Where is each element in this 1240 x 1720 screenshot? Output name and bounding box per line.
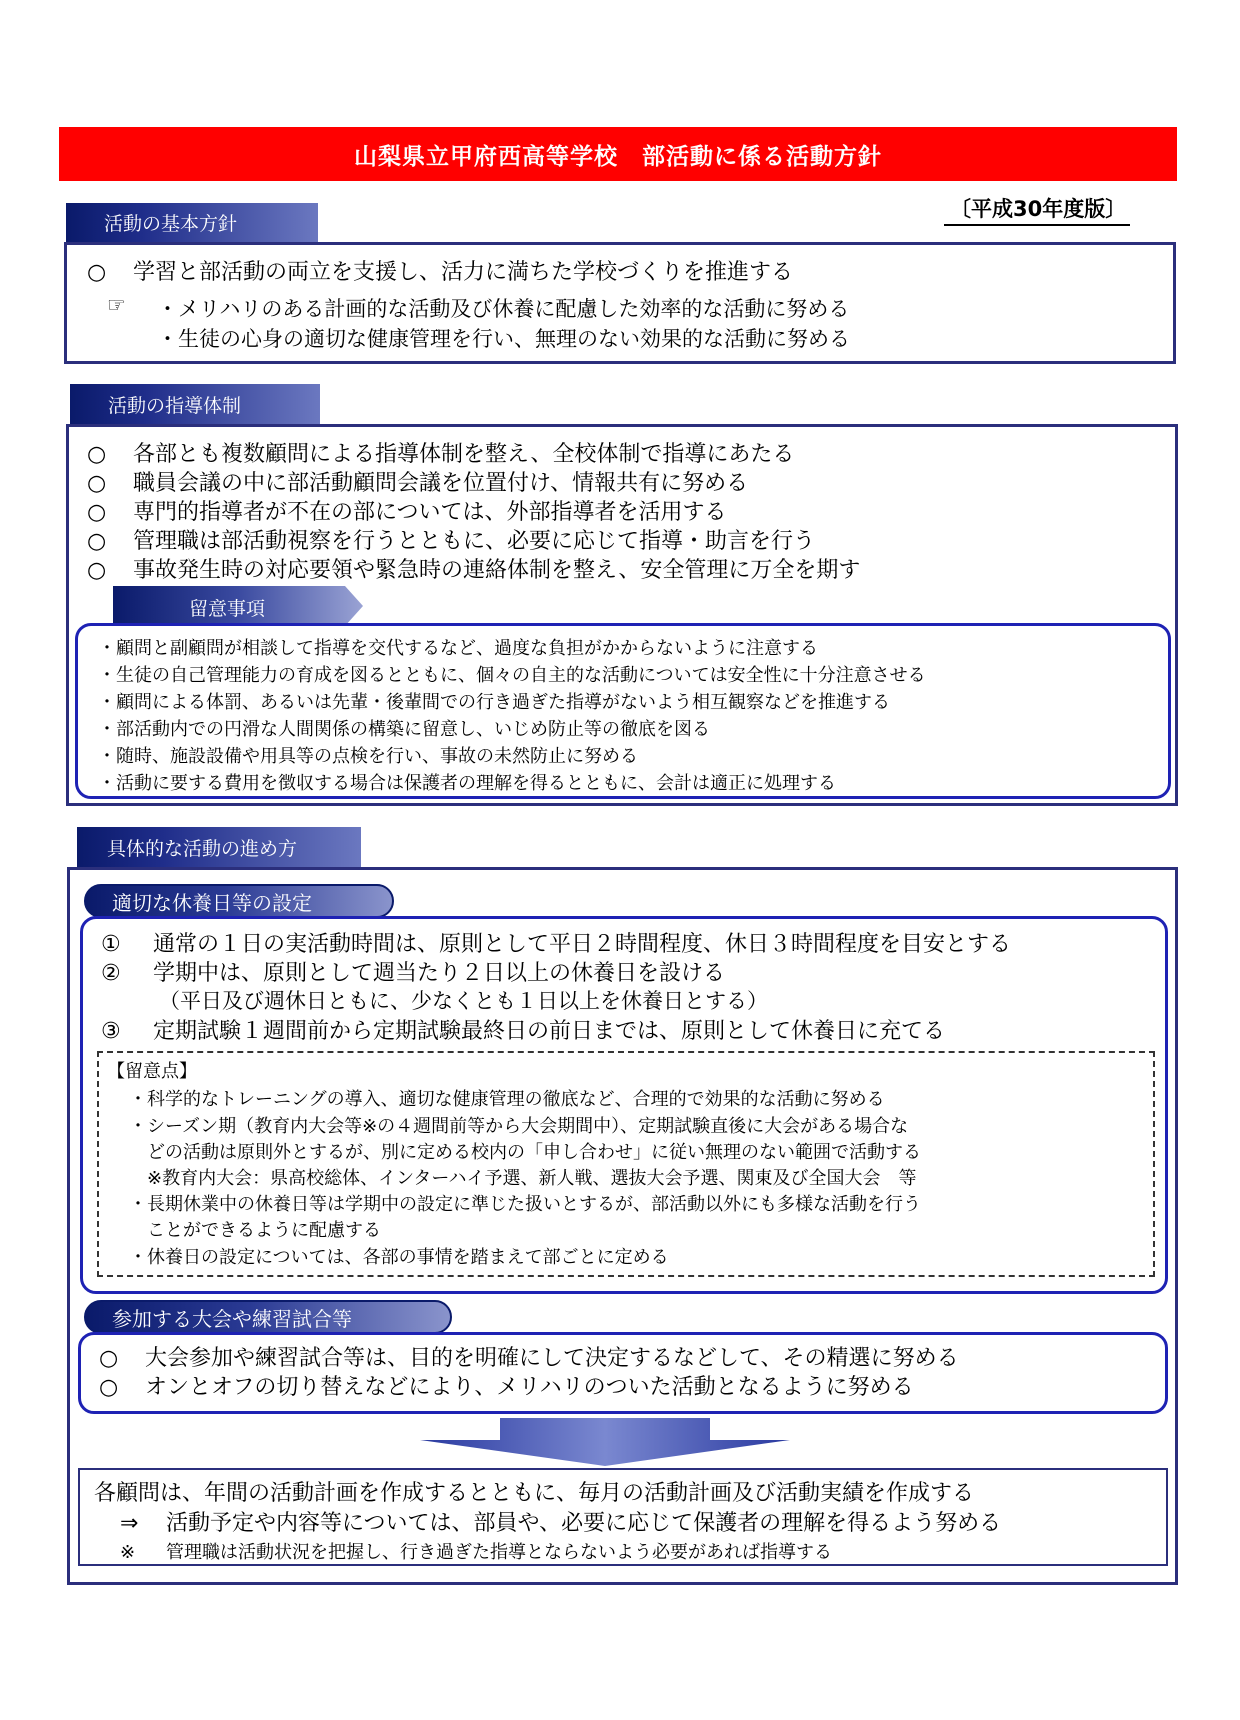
note-item: ・生徒の自己管理能力の育成を図るとともに、個々の自主的な活動については安全性に十分注意させる bbox=[98, 665, 926, 686]
rest-note-line: ・休養日の設定については、各部の事情を踏まえて部ごとに定める bbox=[129, 1247, 669, 1268]
implies-arrow-icon: ⇒ bbox=[120, 1511, 139, 1536]
rest-notes-title: 【留意点】 bbox=[107, 1061, 197, 1082]
notes-box bbox=[75, 623, 1171, 799]
guidance-item: ○ 各部とも複数顧問による指導体制を整え、全校体制で指導にあたる bbox=[87, 442, 795, 467]
rest-days-box bbox=[80, 916, 1168, 1294]
note-item: ・顧問による体罰、あるいは先輩・後輩間での行き過ぎた指導がないよう相互観察などを推進する bbox=[98, 692, 890, 713]
rest-note-line: ことができるように配慮する bbox=[129, 1220, 381, 1241]
rest-item-1: ① 通常の１日の実活動時間は、原則として平日２時間程度、休日３時間程度を目安とする bbox=[101, 932, 1012, 957]
circle-icon: ○ bbox=[87, 260, 107, 285]
circle-icon: ○ bbox=[99, 1375, 119, 1400]
guidance-item: ○ 管理職は部活動視察を行うとともに、必要に応じて指導・助言を行う bbox=[87, 529, 816, 554]
basic-policy-box bbox=[64, 242, 1176, 364]
basic-policy-tab: 活動の基本方針 bbox=[66, 203, 318, 242]
concrete-box bbox=[67, 867, 1178, 1585]
reference-mark-icon: ※ bbox=[120, 1542, 136, 1563]
note-item: ・部活動内での円滑な人間関係の構築に留意し、いじめ防止等の徹底を図る bbox=[98, 719, 710, 740]
circle-icon: ○ bbox=[87, 529, 107, 554]
circle-icon: ○ bbox=[87, 500, 107, 525]
rest-item-2: ② 学期中は、原則として週当たり２日以上の休養日を設ける bbox=[101, 961, 726, 986]
guidance-item: ○ 職員会議の中に部活動顧問会議を位置付け、情報共有に努める bbox=[87, 471, 749, 496]
pointing-hand-icon: ☞ bbox=[107, 293, 126, 317]
notes-tab-label: 留意事項 bbox=[189, 598, 266, 620]
conclusion-main: 各顧問は、年間の活動計画を作成するとともに、毎月の活動計画及び活動実績を作成する bbox=[94, 1481, 975, 1506]
circle-icon: ○ bbox=[99, 1346, 119, 1371]
conclusion-note: ※ 管理職は活動状況を把握し、行き過ぎた指導とならないよう必要があれば指導する bbox=[120, 1542, 832, 1563]
note-item: ・随時、施設設備や用具等の点検を行い、事故の未然防止に努める bbox=[98, 746, 638, 767]
rest-note-line: ・科学的なトレーニングの導入、適切な健康管理の徹底など、合理的で効果的な活動に努める bbox=[129, 1089, 885, 1110]
circle-icon: ○ bbox=[87, 471, 107, 496]
basic-policy-sub-1: ・メリハリのある計画的な活動及び休養に配慮した効率的な活動に努める bbox=[157, 297, 850, 321]
circle-icon: ○ bbox=[87, 442, 107, 467]
basic-policy-sub-2: ・生徒の心身の適切な健康管理を行い、無理のない効果的な活動に努める bbox=[157, 327, 850, 351]
conclusion-arrow-line: ⇒ 活動予定や内容等については、部員や、必要に応じて保護者の理解を得るよう努める bbox=[120, 1511, 1002, 1536]
edition-label: 〔平成30年度版〕 bbox=[944, 193, 1130, 226]
guidance-item: ○ 事故発生時の対応要領や緊急時の連絡体制を整え、安全管理に万全を期す bbox=[87, 558, 861, 583]
rest-note-line: ・長期休業中の休養日等は学期中の設定に準じた扱いとするが、部活動以外にも多様な活動を行う bbox=[129, 1194, 921, 1215]
conclusion-box bbox=[78, 1468, 1168, 1566]
guidance-tab: 活動の指導体制 bbox=[70, 384, 320, 424]
tournament-item: ○ 大会参加や練習試合等は、目的を明確にして決定するなどして、その精選に努める bbox=[99, 1346, 959, 1371]
tournament-item: ○ オンとオフの切り替えなどにより、メリハリのついた活動となるように努める bbox=[99, 1375, 914, 1400]
rest-note-line: ・シーズン期（教育内大会等※の４週間前等から大会期間中）、定期試験直後に大会がある場合な bbox=[129, 1116, 909, 1137]
concrete-tab: 具体的な活動の進め方 bbox=[77, 827, 361, 867]
rest-item-3: ③ 定期試験１週間前から定期試験最終日の前日までは、原則として休養日に充てる bbox=[101, 1019, 946, 1044]
circled-two-icon: ② bbox=[101, 961, 121, 986]
guidance-box bbox=[66, 424, 1178, 806]
tournaments-pill: 参加する大会や練習試合等 bbox=[84, 1300, 452, 1334]
note-item: ・顧問と副顧問が相談して指導を交代するなど、過度な負担がかからないように注意する bbox=[98, 638, 818, 659]
circled-three-icon: ③ bbox=[101, 1019, 121, 1044]
rest-note-line: どの活動は原則外とするが、別に定める校内の「申し合わせ」に従い無理のない範囲で活動する bbox=[129, 1142, 921, 1163]
basic-policy-main: ○ 学習と部活動の両立を支援し、活力に満ちた学校づくりを推進する bbox=[87, 260, 794, 285]
rest-days-pill: 適切な休養日等の設定 bbox=[84, 884, 394, 918]
down-arrow-icon bbox=[420, 1418, 790, 1468]
tournaments-box bbox=[78, 1332, 1168, 1414]
page-title: 山梨県立甲府西高等学校 部活動に係る活動方針 bbox=[59, 127, 1177, 181]
rest-notes-box bbox=[97, 1051, 1155, 1277]
circle-icon: ○ bbox=[87, 558, 107, 583]
circled-one-icon: ① bbox=[101, 932, 121, 957]
rest-note-line: ※教育内大会：県高校総体、インターハイ予選、新人戦、選抜大会予選、関東及び全国大会 等 bbox=[129, 1168, 917, 1189]
guidance-item: ○ 専門的指導者が不在の部については、外部指導者を活用する bbox=[87, 500, 727, 525]
note-item: ・活動に要する費用を徴収する場合は保護者の理解を得るとともに、会計は適正に処理する bbox=[98, 773, 836, 794]
rest-item-2-sub: （平日及び週休日ともに、少なくとも１日以上を休養日とする） bbox=[159, 989, 768, 1013]
